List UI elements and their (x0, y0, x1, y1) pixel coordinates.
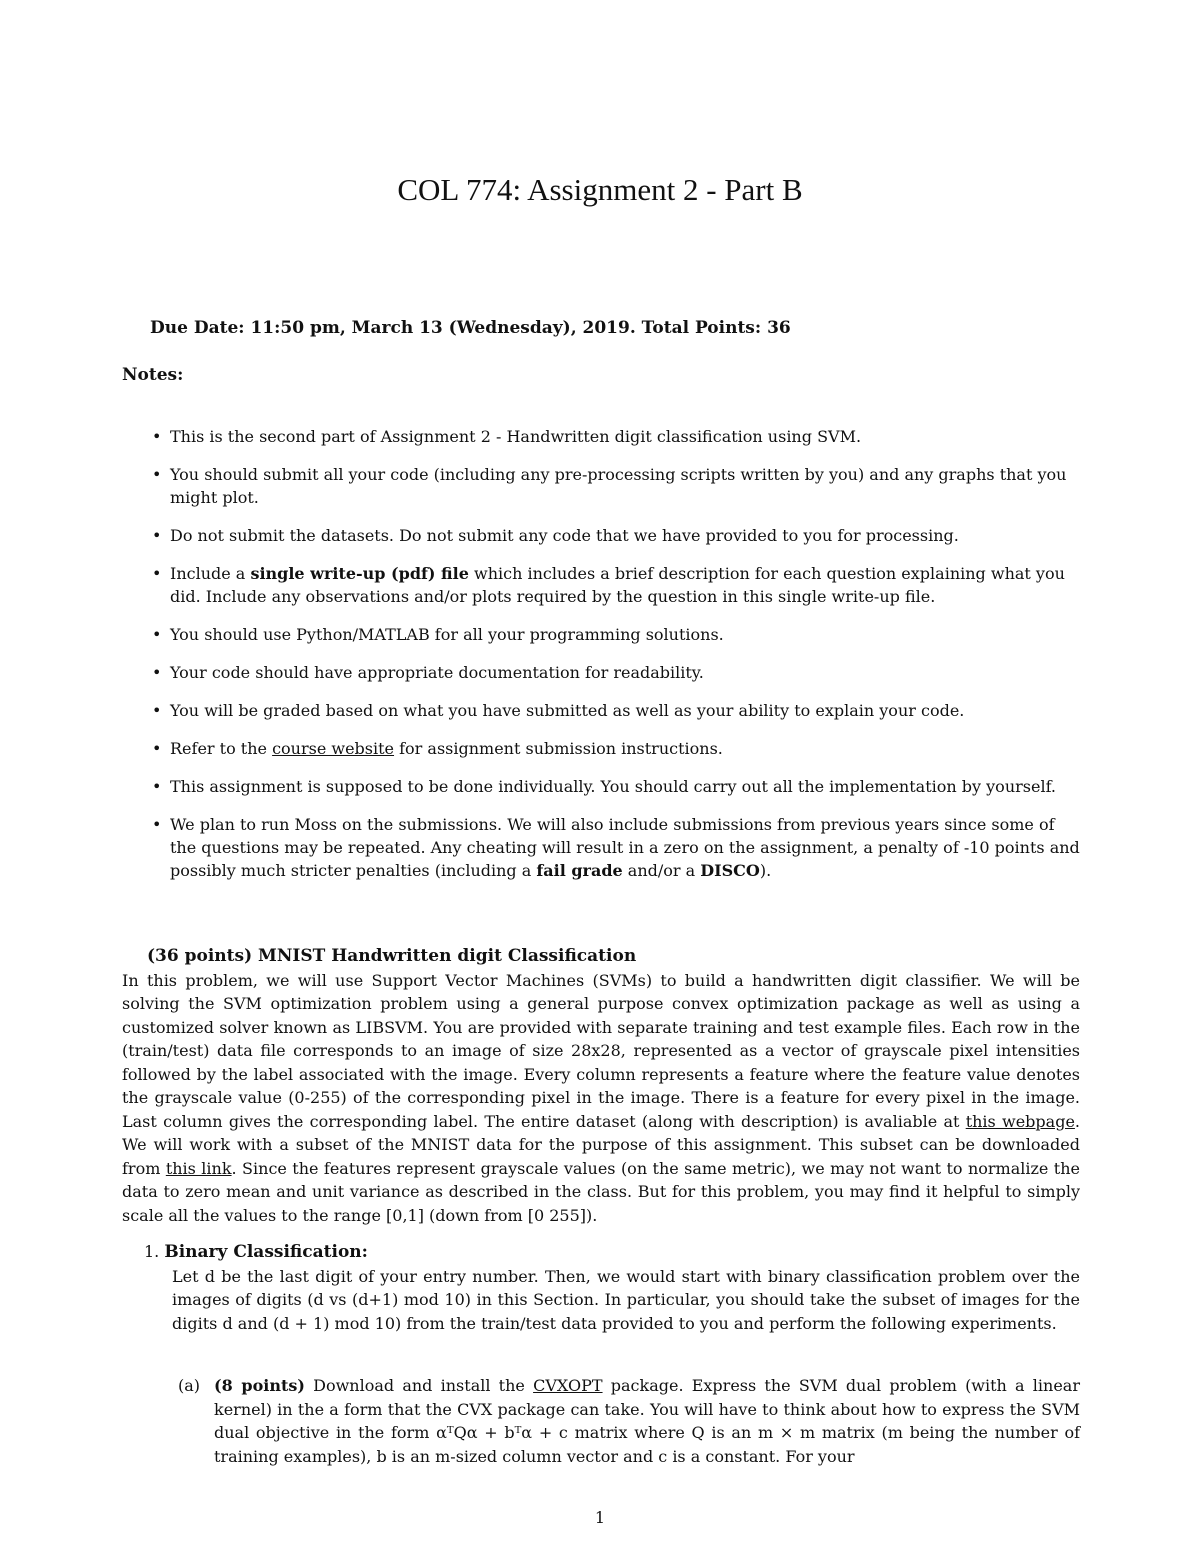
paragraph-text: . We will work with a subset of the MNIST data for the purpose of this assignment. This subset can be downloaded from (122, 1111, 1081, 1178)
cvxopt-link[interactable]: CVXOPT (533, 1376, 603, 1395)
bullet-icon: • (152, 526, 162, 545)
problem-section (122, 945, 1080, 1227)
note-text: Do not submit the datasets. Do not submit any code that we have provided to you for processing. (170, 526, 959, 545)
note-text: ). (759, 861, 772, 880)
note-text: for assignment submission instructions. (394, 739, 723, 758)
question-1a (122, 1374, 1080, 1468)
paragraph-text: . Since the features represent grayscale values (on the same metric), we may not want to normalize the data to zero mean and unit variance as described in the class. But for this problem, you may find it helpful to simply scale all the values to the range [0,1] (down from [0 255]). (122, 1158, 1081, 1225)
note-text: You should submit all your code (including any pre-processing scripts written by you) and any graphs that you might plot. (170, 465, 1067, 507)
paragraph-text: Download and install the (304, 1376, 534, 1395)
problem-paragraph (122, 969, 1080, 1228)
note-text: which includes a brief description for each question explaining what you did. Include any observations and/or plots required by the question in this single write-up file. (170, 564, 1065, 606)
notes-list (122, 425, 1080, 897)
bullet-icon: • (152, 564, 162, 583)
bullet-icon: • (152, 739, 162, 758)
note-text: Your code should have appropriate documentation for readability. (170, 663, 704, 682)
list-item (122, 623, 1080, 646)
list-item (122, 562, 1080, 608)
subset-download-link[interactable]: this link (165, 1158, 232, 1178)
list-item (122, 813, 1080, 882)
note-text: This is the second part of Assignment 2 - Handwritten digit classification using SVM. (170, 427, 862, 446)
note-text: You should use Python/MATLAB for all your programming solutions. (170, 625, 724, 644)
note-text: You will be graded based on what you have submitted as well as your ability to explain your code. (170, 701, 965, 720)
subquestion-label: (a) (178, 1376, 201, 1395)
list-item (122, 775, 1080, 798)
note-emphasis: fail grade (536, 861, 623, 880)
note-text: This assignment is supposed to be done individually. You should carry out all the implementation by yourself. (170, 777, 1056, 796)
bullet-icon: • (152, 465, 162, 484)
paragraph-text: In this problem, we will use Support Vector Machines (SVMs) to build a handwritten digit classifier. We will be solving the SVM optimization problem using a general purpose convex optimization package as well as using a customized solver known as LIBSVM. You are provided with separate training and test example files. Each row in the (train/test) data file corresponds to an image of size 28x28, represented as a vector of grayscale pixel intensities followed by the label associated with the image. Every column represents a feature where the feature value denotes the grayscale value (0-255) of the corresponding pixel in the image. There is a feature for every pixel in the image. Last column gives the corresponding label. The entire dataset (along with description) is avaliable at (122, 970, 1080, 1131)
points-label: (8 points) (214, 1376, 305, 1395)
mnist-webpage-link[interactable]: this webpage (965, 1111, 1075, 1131)
notes-heading: Notes: (122, 365, 184, 385)
note-text: We plan to run Moss on the submissions. We will also include submissions from previous years since some of the questions may be repeated. Any cheating will result in a zero on the assignment, a penalty of -10 points and possibly much stricter penalties (including a (170, 815, 1080, 880)
bullet-icon: • (152, 663, 162, 682)
note-text: Include a (170, 564, 251, 583)
question-title: Binary Classification: (164, 1242, 368, 1262)
page-number: 1 (594, 1508, 606, 1527)
note-text: Refer to the (170, 739, 273, 758)
list-item (122, 463, 1080, 509)
paragraph-text: package. Express the SVM dual problem (with a linear kernel) in the a form that the CVX package can take. You will have to think about how to express the SVM dual objective in the form αᵀQα + bᵀα + c matrix where Q is an m × m matrix (m being the number of training examples), b is an m-sized column vector and c is a constant. For your (214, 1376, 1080, 1466)
list-item (122, 425, 1080, 448)
list-item (122, 524, 1080, 547)
question-1-body: Let d be the last digit of your entry number. Then, we would start with binary classification problem over the images of digits (d vs (d+1) mod 10) in this Section. In particular, you should take the subset of images for the digits d and (d + 1) mod 10) from the train/test data provided to you and perform the following experiments. (172, 1266, 1080, 1333)
bullet-icon: • (152, 815, 162, 834)
list-item (122, 661, 1080, 684)
bullet-icon: • (152, 625, 162, 644)
due-date-line: Due Date: 11:50 pm, March 13 (Wednesday), 2019. Total Points: 36 (150, 318, 791, 338)
note-emphasis: single write-up (pdf) file (250, 564, 469, 583)
bullet-icon: • (152, 777, 162, 796)
page-title: COL 774: Assignment 2 - Part B (397, 172, 803, 207)
bullet-icon: • (152, 701, 162, 720)
note-emphasis: DISCO (700, 861, 760, 880)
subquestion-body (122, 1374, 1080, 1468)
course-website-link[interactable]: course website (272, 739, 395, 758)
list-item (122, 699, 1080, 722)
question-number: 1. (144, 1242, 160, 1261)
question-1 (122, 1240, 1080, 1335)
question-1-heading (122, 1240, 1080, 1265)
note-text: and/or a (622, 861, 701, 880)
problem-heading: (36 points) MNIST Handwritten digit Classification (147, 946, 637, 966)
bullet-icon: • (152, 427, 162, 446)
list-item (122, 737, 1080, 760)
